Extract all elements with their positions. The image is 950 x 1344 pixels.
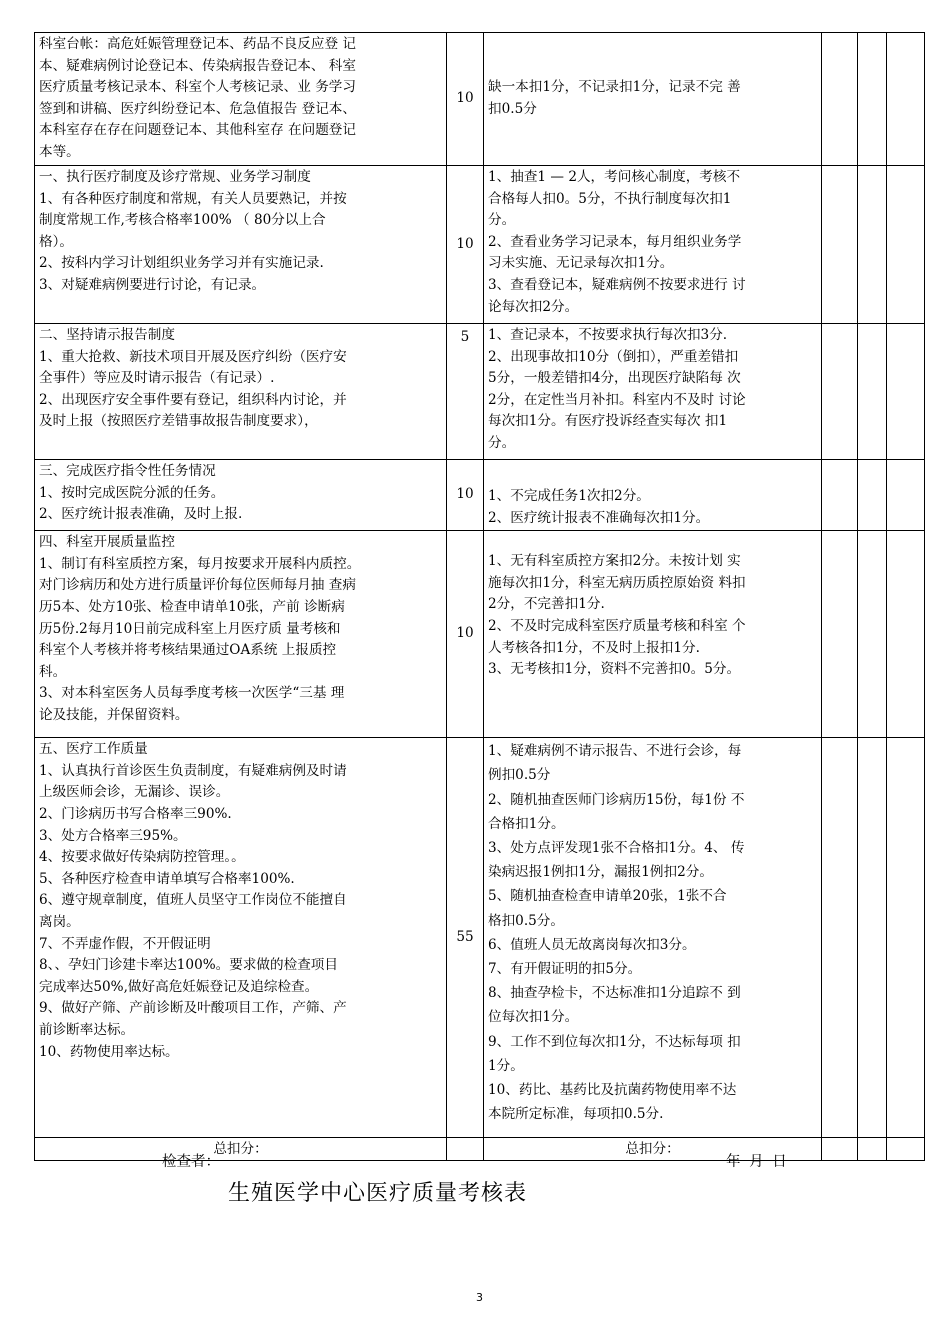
method-line: 2、随机抽查医师门诊病历15份，每1份 不 [488, 791, 745, 808]
method-cell [484, 33, 822, 166]
blank-cell [822, 460, 858, 531]
standard-line: 完成率达50%,做好高危妊娠登记及追综检查。 [39, 978, 319, 995]
standard-line: 4、按要求做好传染病防控管理。。 [39, 849, 245, 866]
standard-line: 7、不弄虚作假，不开假证明 [39, 935, 211, 952]
score-cell: 10 [447, 460, 484, 531]
blank-cell [822, 166, 858, 324]
standard-line: 1、认真执行首诊医生负责制度，有疑难病例及时请 [39, 762, 347, 779]
blank-cell [887, 460, 925, 531]
standard-line: 2、医疗统计报表准确，及时上报. [39, 506, 243, 523]
method-line: 施每次扣1分，科室无病历质控原始资 料扣 [488, 574, 746, 591]
standard-cell [35, 460, 447, 531]
method-line: 2、医疗统计报表不准确每次扣1分。 [488, 509, 710, 526]
standard-line: 及时上报（按照医疗差错事故报告制度要求）， [39, 413, 318, 430]
method-line: 2、出现事故扣10分（倒扣），严重差错扣 [488, 348, 739, 365]
standard-line: 历5份.2每月10日前完成科室上月医疗质 量考核和 [39, 620, 341, 637]
standard-line: 本、疑难病例讨论登记本、传染病报告登记本、 科室 [39, 57, 356, 74]
blank-cell [822, 1138, 858, 1161]
method-line: 2、查看业务学习记录本，每月组织业务学 [488, 233, 742, 250]
method-cell [484, 324, 822, 460]
standard-line: 本等。 [39, 143, 80, 160]
standard-line: 科室个人考核并将考核结果通过OA系统 上报质控 [39, 642, 337, 659]
method-line: 8、抽查孕检卡，不达标准扣1分追踪不 到 [488, 985, 741, 1002]
method-line: 每次扣1分。有医疗投诉经查实每次 扣1 [488, 413, 728, 430]
standard-cell [35, 531, 447, 738]
method-cell [484, 738, 822, 1138]
standard-line: 6、遵守规章制度，值班人员坚守工作岗位不能擅自 [39, 892, 347, 909]
standard-line: 2、按科内学习计划组织业务学习并有实施记录. [39, 255, 324, 272]
blank-cell [822, 738, 858, 1138]
method-line: 7、有开假证明的扣5分。 [488, 961, 642, 978]
blank-cell [887, 738, 925, 1138]
standard-line: 四、科室开展质量监控 [39, 534, 175, 551]
standard-line: 1、按时完成医院分派的任务。 [39, 484, 225, 501]
method-line: 2分，不完善扣1分. [488, 596, 605, 613]
method-line: 1分。 [488, 1057, 524, 1074]
method-line: 例扣0.5分 [488, 767, 551, 784]
method-line: 分。 [488, 434, 516, 451]
method-line: 5、随机抽查检查申请单20张，1张不合 [488, 888, 727, 905]
score-cell: 10 [447, 166, 484, 324]
standard-line: 9、做好产筛、产前诊断及叶酸项目工作，产筛、产 [39, 1000, 347, 1017]
standard-line: 本科室存在存在问题登记本、其他科室存 在问题登记 [39, 122, 356, 139]
standard-cell [35, 33, 447, 166]
blank-cell [858, 33, 887, 166]
form-title: 生殖医学中心医疗质量考核表 [228, 1181, 528, 1206]
method-line: 9、工作不到位每次扣1分，不达标每项 扣 [488, 1033, 741, 1050]
standard-line: 3、处方合格率三95%。 [39, 827, 187, 844]
table-row [35, 324, 925, 460]
score-cell: 10 [447, 531, 484, 738]
standard-cell [35, 166, 447, 324]
method-line: 2、不及时完成科室医疗质量考核和科室 个 [488, 617, 746, 634]
standard-line: 1、有各种医疗制度和常规，有关人员要熟记，并按 [39, 190, 347, 207]
standard-line: 对门诊病历和处方进行质量评价每位医师每月抽 查病 [39, 577, 356, 594]
standard-line: 医疗质量考核记录本、科室个人考核记录、业 务学习 [39, 79, 356, 96]
standard-line: 五、医疗工作质量 [39, 741, 148, 758]
blank-cell [822, 531, 858, 738]
method-line: 2分，在定性当月补扣。科室内不及时 讨论 [488, 391, 746, 408]
standard-line: 3、对疑难病例要进行讨论，有记录。 [39, 276, 266, 293]
table-row [35, 738, 925, 1138]
standard-line: 科。 [39, 663, 67, 680]
standard-line: 上级医师会诊，无漏诊、误诊。 [39, 784, 230, 801]
method-line: 论每次扣2分。 [488, 298, 579, 315]
method-line: 分。 [488, 212, 516, 229]
page-number: 3 [476, 1291, 483, 1304]
method-line: 10、药比、基药比及抗菌药物使用率不达 [488, 1082, 737, 1099]
method-line: 6、值班人员无故离岗每次扣3分。 [488, 936, 696, 953]
method-line: 合格每人扣0。5分，不执行制度每次扣1 [488, 190, 732, 207]
standard-line: 二、坚持请示报告制度 [39, 327, 175, 343]
blank-cell [887, 324, 925, 460]
standard-line: 历5本、处方10张、检查申请单10张，产前 诊断病 [39, 598, 345, 615]
method-line: 习未实施、无记录每次扣1分。 [488, 255, 674, 272]
method-line: 5分，一般差错扣4分，出现医疗缺陷每 次 [488, 370, 741, 387]
table-row [35, 531, 925, 738]
blank-cell [858, 166, 887, 324]
total-deduction-left: 总扣分： [35, 1138, 447, 1161]
blank-cell [858, 324, 887, 460]
blank-cell [887, 531, 925, 738]
blank-cell [822, 33, 858, 166]
standard-line: 8、、孕妇门诊建卡率达100%。要求做的检查项目 [39, 957, 338, 974]
method-line: 人考核各扣1分，不及时上报扣1分. [488, 639, 700, 656]
standard-line: 论及技能，并保留资料。 [39, 706, 189, 723]
table-row [35, 460, 925, 531]
method-line: 1、查记录本，不按要求执行每次扣3分. [488, 327, 728, 343]
blank-cell [887, 1138, 925, 1161]
method-line: 3、无考核扣1分，资料不完善扣0。5分。 [488, 661, 741, 678]
method-line: 扣0.5分 [488, 101, 537, 117]
standard-line: 三、完成医疗指令性任务情况 [39, 463, 216, 479]
method-cell [484, 460, 822, 531]
method-line: 3、查看登记本，疑难病例不按要求进行 讨 [488, 276, 746, 293]
standard-cell [35, 324, 447, 460]
standard-line: 1、重大抢救、新技术项目开展及医疗纠纷（医疗安 [39, 348, 347, 365]
standard-line: 2、门诊病历书写合格率三90%. [39, 805, 232, 822]
standard-line: 全事件）等应及时请示报告（有记录）. [39, 370, 275, 387]
method-line: 合格扣1分。 [488, 815, 565, 832]
standard-cell [35, 738, 447, 1138]
standard-line: 离岗。 [39, 913, 80, 930]
standard-line: 前诊断率达标。 [39, 1021, 135, 1038]
method-cell [484, 531, 822, 738]
standard-line: 5、各种医疗检查申请单填写合格率100%. [39, 870, 295, 887]
date-label: 年 月 日 [726, 1154, 789, 1170]
standard-line: 2、出现医疗安全事件要有登记，组织科内讨论，并 [39, 391, 347, 408]
standard-line: 制度常规工作,考核合格率100% （ 80分以上合 [39, 212, 326, 229]
method-line: 1、疑难病例不请示报告、不进行会诊，每 [488, 743, 742, 760]
method-line: 1、抽查1 — 2人，考问核心制度，考核不 [488, 169, 741, 185]
score-cell: 55 [447, 738, 484, 1138]
standard-line: 3、对本科室医务人员每季度考核一次医学“三基 理 [39, 685, 345, 702]
standard-line: 一、执行医疗制度及诊疗常规、业务学习制度 [39, 169, 311, 185]
method-line: 本院所定标准，每项扣0.5分. [488, 1106, 664, 1123]
blank-cell [858, 1138, 887, 1161]
table-row [35, 166, 925, 324]
blank-cell [887, 33, 925, 166]
checker-label: 检查者： [162, 1154, 220, 1170]
method-line: 3、处方点评发现1张不合格扣1分。4、 传 [488, 840, 745, 856]
method-line: 缺一本扣1分，不记录扣1分，记录不完 善 [488, 79, 741, 96]
table-row [35, 33, 925, 166]
blank-cell [447, 1138, 484, 1161]
method-cell [484, 166, 822, 324]
standard-line: 10、药物使用率达标。 [39, 1043, 179, 1060]
assessment-table [34, 32, 925, 1161]
method-line: 1、无有科室质控方案扣2分。未按计划 实 [488, 553, 741, 570]
method-line: 染病迟报1例扣1分，漏报1例扣2分。 [488, 864, 713, 881]
standard-line: 格）。 [39, 233, 73, 250]
blank-cell [858, 460, 887, 531]
standard-line: 签到和讲稿、医疗纠纷登记本、危急值报告 登记本、 [39, 100, 356, 117]
standard-line: 科室台帐：高危妊娠管理登记本、药品不良反应登 记 [39, 36, 356, 52]
blank-cell [858, 531, 887, 738]
score-cell: 5 [447, 324, 484, 460]
standard-line: 1、制订有科室质控方案，每月按要求开展科内质控。 [39, 555, 361, 572]
method-line: 1、不完成任务1次扣2分。 [488, 488, 650, 504]
method-line: 位每次扣1分。 [488, 1009, 579, 1026]
score-cell: 10 [447, 33, 484, 166]
method-line: 格扣0.5分。 [488, 912, 564, 929]
total-deduction-right: 总扣分： [484, 1138, 822, 1161]
blank-cell [822, 324, 858, 460]
blank-cell [858, 738, 887, 1138]
blank-cell [887, 166, 925, 324]
